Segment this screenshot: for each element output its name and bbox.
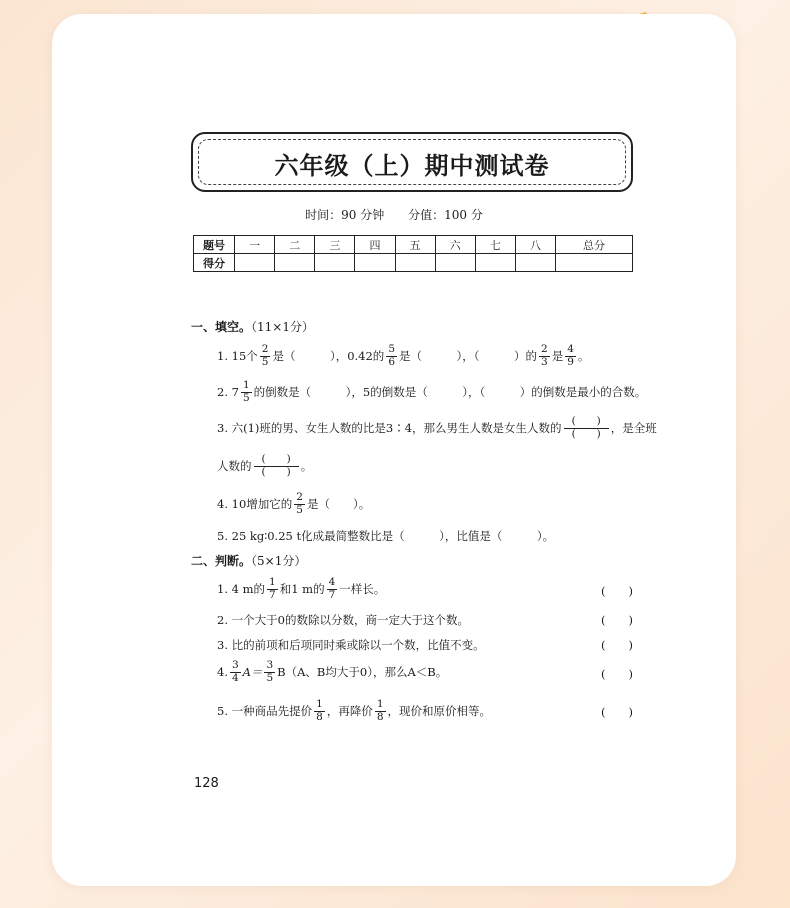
score-input-cell[interactable]	[435, 254, 475, 272]
score-table-cell: 五	[395, 236, 435, 254]
paper-page	[52, 14, 736, 886]
score-table-cell: 二	[275, 236, 315, 254]
fraction: $\frac{1}{5}$	[242, 379, 250, 404]
fraction: $\frac{1}{8}$	[316, 698, 323, 723]
fill-question-5: 5. 25 kg∶0.25 t化成最简整数比是（ ），比值是（ ）。	[217, 529, 555, 543]
fraction: $\frac{3}{4}$	[231, 659, 239, 684]
fraction: $\frac{4}{7}$	[328, 576, 336, 601]
judge-question-2: 2. 一个大于0的数除以分数，商一定大于这个数。	[217, 613, 469, 627]
fraction: $\frac{1}{7}$	[269, 576, 276, 601]
fill-question-2: 2. 7 $\frac{1}{5}$ 的倒数是（ ），5的倒数是（ ），（ ）的倒数是最小的合数。	[217, 379, 647, 404]
section-fill-heading: 一、填空。（11×1分）	[191, 320, 314, 334]
score-input-cell[interactable]	[475, 254, 515, 272]
title-frame	[191, 132, 633, 192]
score-table	[193, 235, 633, 272]
fill-question-4: 4. 10增加它的 $\frac{2}{5}$ 是（ ）。	[217, 491, 371, 516]
fraction: $\frac{1}{8}$	[376, 698, 384, 723]
judge-answer-blank[interactable]: ( )	[601, 638, 633, 652]
score-input-cell[interactable]	[515, 254, 555, 272]
judge-answer-blank[interactable]: ( )	[601, 667, 633, 681]
page-number: 128	[194, 776, 219, 791]
fill-question-3-continued: 人数的 $\frac{( )}{( )}$ 。	[217, 453, 313, 478]
score-row-label: 得分	[194, 254, 235, 272]
score-table-header-row	[194, 236, 633, 254]
judge-question-4: 4. $\frac{3}{4}$ A＝ $\frac{3}{5}$ B（A、B均大于0），那么A＜B。	[217, 659, 448, 684]
score-input-cell[interactable]	[395, 254, 435, 272]
score-table-cell: 四	[355, 236, 395, 254]
fill-question-1: 1. 15个 $\frac{2}{5}$ 是（ ），0.42的 $\frac{5}{6}$ 是（ ），（ ）的 $\frac{2}{3}$ 是 $\frac{4}{9}$ 。	[217, 343, 590, 368]
score-table-cell: 七	[475, 236, 515, 254]
judge-question-3: 3. 比的前项和后项同时乘或除以一个数，比值不变。	[217, 638, 485, 652]
judge-answer-blank[interactable]: ( )	[601, 705, 633, 719]
score-input-cell[interactable]	[315, 254, 355, 272]
judge-answer-blank[interactable]: ( )	[601, 613, 633, 627]
score-input-cell[interactable]	[235, 254, 275, 272]
fraction: $\frac{2}{3}$	[541, 343, 548, 368]
score-input-cell[interactable]	[275, 254, 315, 272]
fraction: $\frac{3}{5}$	[266, 659, 274, 684]
fraction-blank: $\frac{( )}{( )}$	[254, 454, 299, 478]
score-table-cell: 八	[515, 236, 555, 254]
score-input-cell[interactable]	[355, 254, 395, 272]
judge-answer-blank[interactable]: ( )	[601, 584, 633, 598]
time-limit: 时间：90 分钟	[305, 208, 385, 222]
fraction: $\frac{2}{5}$	[261, 343, 269, 368]
score-table-cell: 题号	[194, 236, 235, 254]
page-title: 六年级（上）期中测试卷	[274, 151, 550, 180]
judge-question-1: 1. 4 m的 $\frac{1}{7}$ 和1 m的 $\frac{4}{7}$ 一样长。	[217, 576, 386, 601]
score-table-cell: 六	[435, 236, 475, 254]
total-score: 分值：100 分	[408, 208, 483, 222]
score-table-score-row	[194, 254, 633, 272]
score-table-cell: 总分	[556, 236, 633, 254]
fraction-blank: $\frac{( )}{( )}$	[564, 416, 609, 440]
fraction: $\frac{4}{9}$	[567, 343, 574, 368]
score-table-cell: 三	[315, 236, 355, 254]
fraction: $\frac{5}{6}$	[388, 343, 395, 368]
section-judge-heading: 二、判断。（5×1分）	[191, 554, 307, 568]
exam-info	[52, 206, 736, 223]
fill-question-3: 3. 六(1)班的男、女生人数的比是3∶4，那么男生人数是女生人数的 $\frac{( )}{( )}$ ，是全班	[217, 415, 657, 440]
score-table-cell: 一	[235, 236, 275, 254]
fraction: $\frac{2}{5}$	[296, 491, 303, 516]
score-input-cell[interactable]	[556, 254, 633, 272]
judge-question-5: 5. 一种商品先提价 $\frac{1}{8}$ ，再降价 $\frac{1}{8}$ ，现价和原价相等。	[217, 698, 492, 723]
